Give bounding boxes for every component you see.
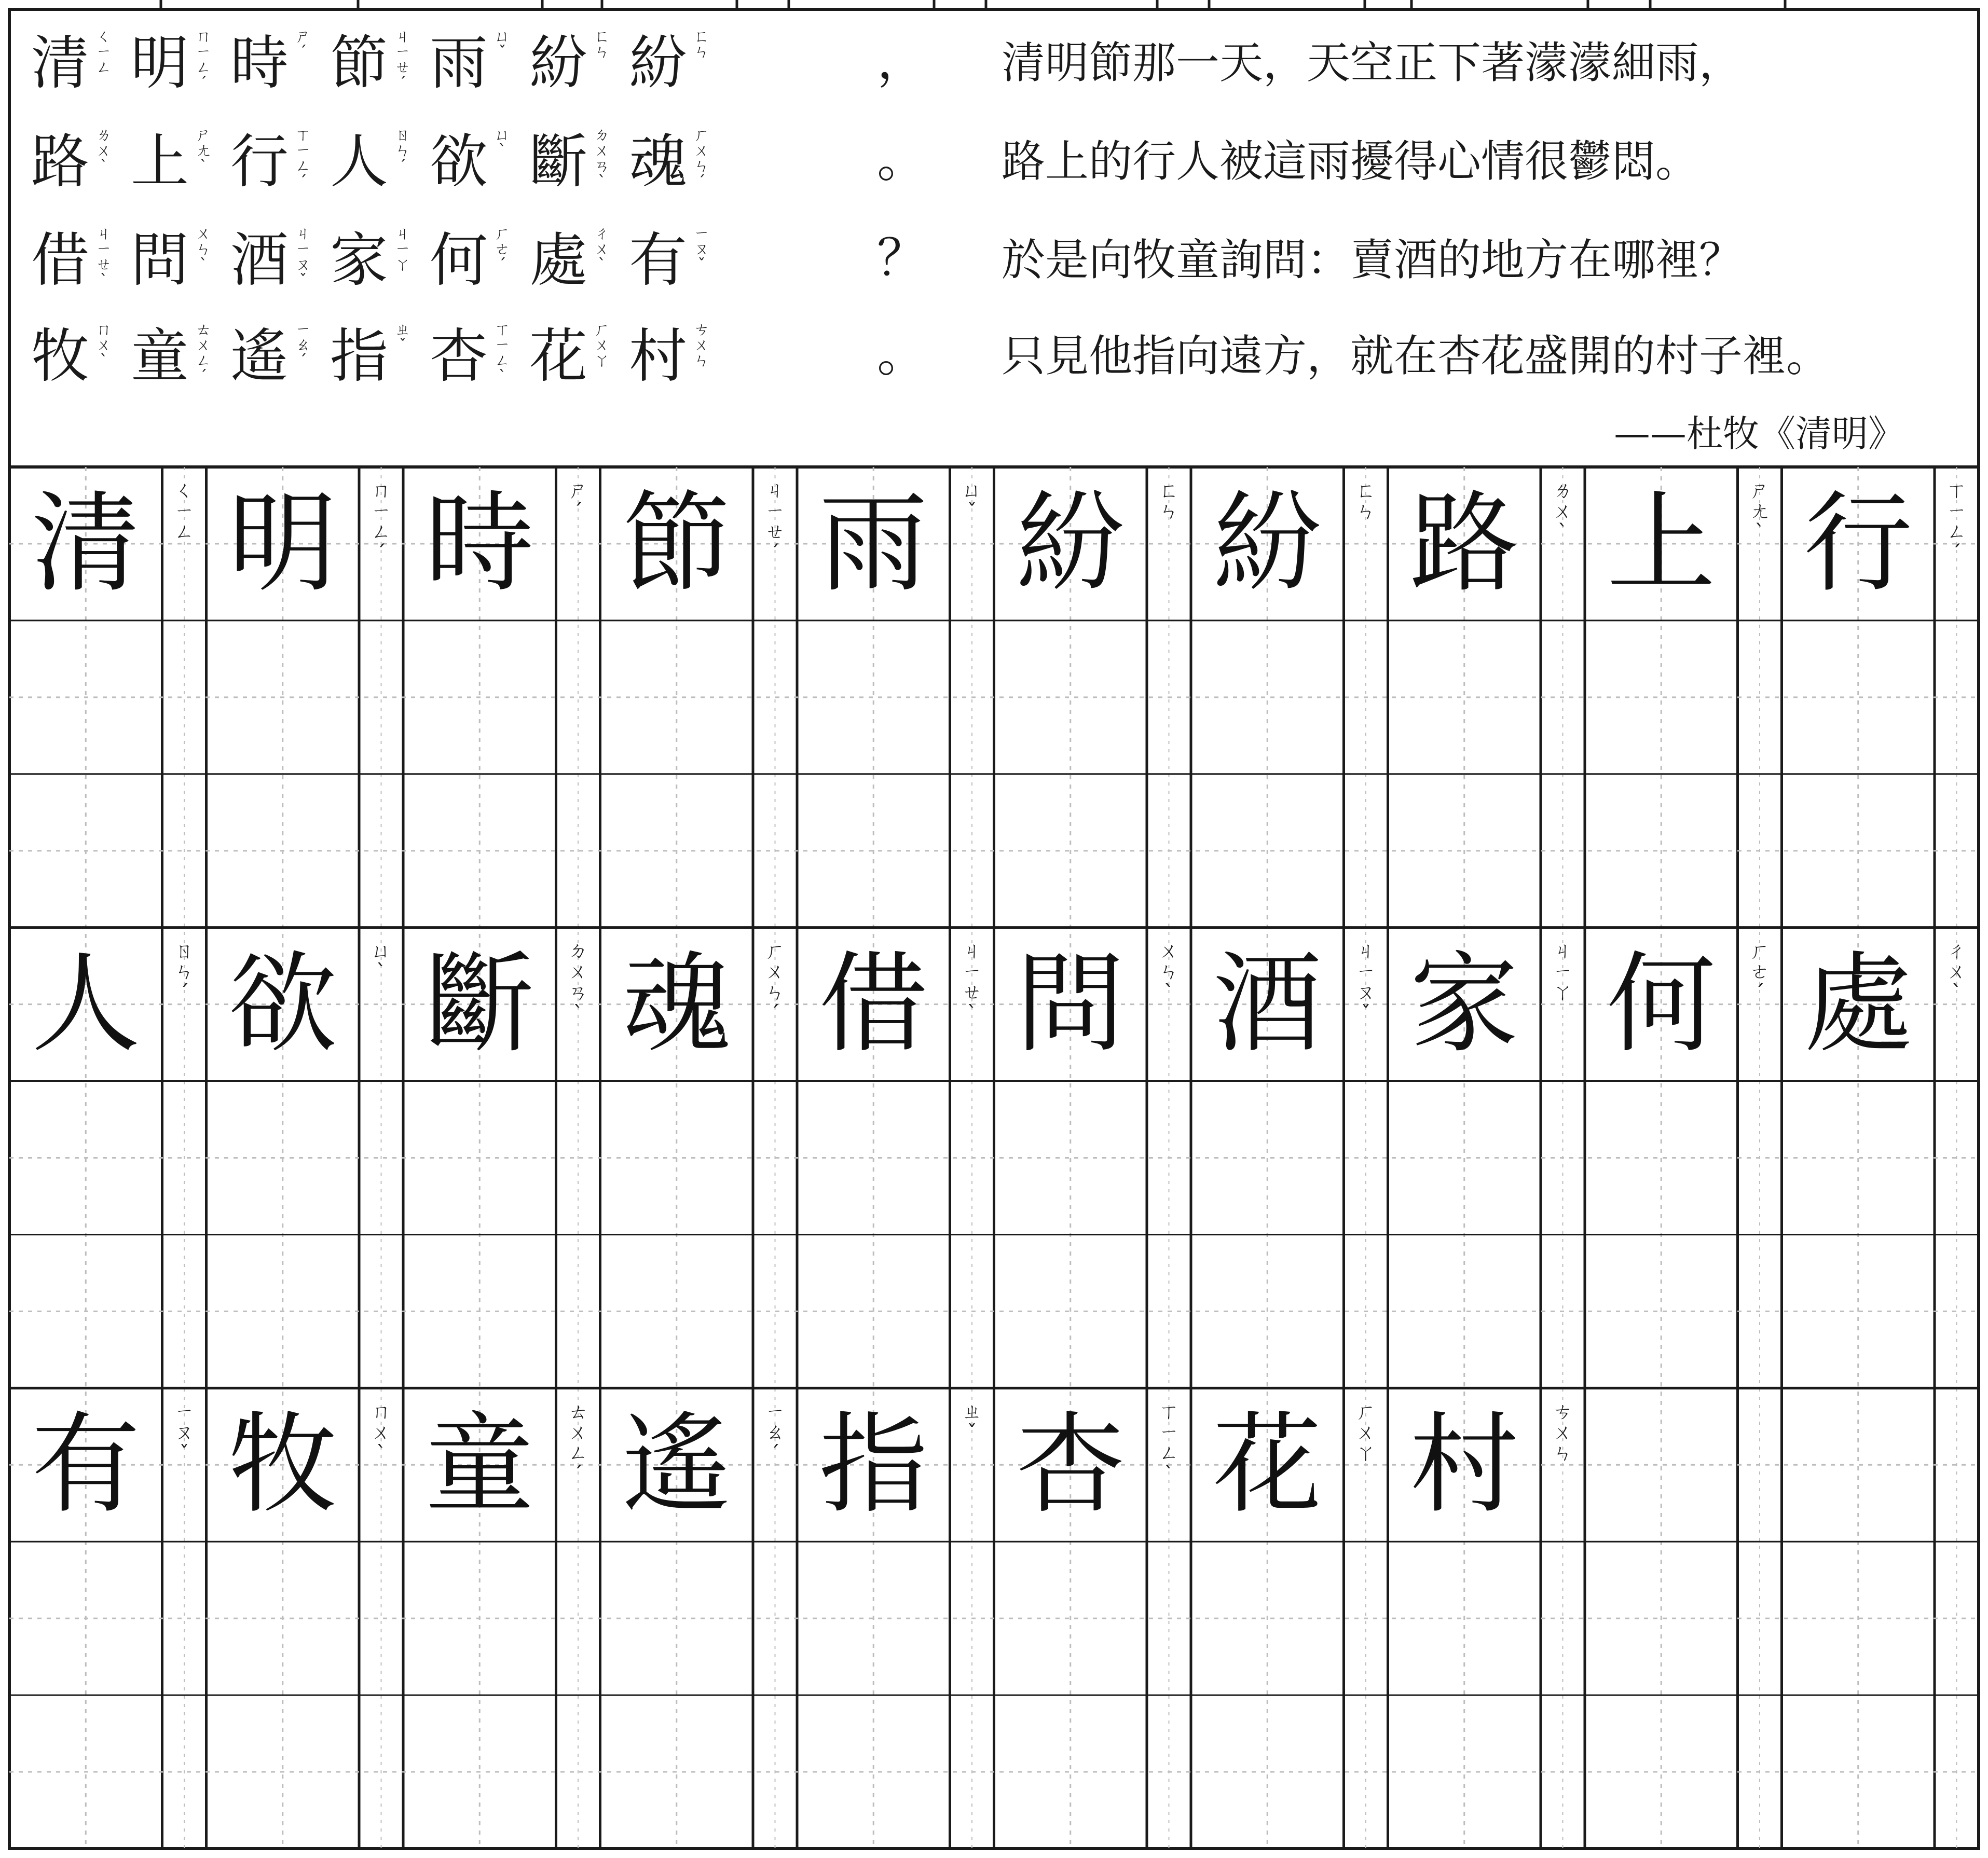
poem-zhuyin (196, 27, 211, 92)
practice-character: 紛 (1213, 479, 1322, 607)
practice-character: 村 (1409, 1401, 1519, 1529)
poem-character: 花 (529, 323, 587, 390)
practice-zhuyin (962, 479, 982, 522)
practice-zhuyin (174, 479, 194, 543)
practice-zhuyin (1356, 479, 1376, 522)
practice-zhuyin (1356, 940, 1376, 1025)
practice-zhuyin-text: ㄇ ㄧ ㄥ ˊ (371, 479, 391, 564)
poem-character: 節 (330, 30, 388, 97)
poem-character: 紛 (529, 30, 587, 97)
poem-zhuyin (694, 225, 709, 274)
poem-zhuyin-text: ㄧ ㄠ ˊ (295, 321, 311, 370)
poem-character: 雨 (430, 30, 488, 97)
poem-character: 欲 (430, 128, 488, 196)
practice-character: 行 (1803, 479, 1913, 607)
practice-zhuyin (568, 940, 588, 1025)
practice-character: 路 (1409, 479, 1519, 607)
practice-character: 處 (1803, 940, 1913, 1068)
poem-zhuyin-text: ㄩ ˋ (495, 126, 510, 160)
poem-zhuyin-text: ㄘ ㄨ ㄣ (694, 321, 709, 370)
poem-zhuyin (295, 27, 311, 61)
poem-character: 問 (131, 227, 189, 294)
practice-zhuyin-text: ㄧ ㄠ ˊ (765, 1400, 785, 1465)
practice-zhuyin (1159, 940, 1178, 1004)
poem-character: 酒 (230, 227, 289, 294)
poem-punctuation: 。 (877, 325, 927, 383)
poem-character: 處 (529, 227, 587, 294)
practice-character: 牧 (228, 1401, 337, 1529)
poem-zhuyin (395, 321, 410, 354)
practice-character: 酒 (1213, 940, 1322, 1068)
poem-zhuyin-text: ㄇ ㄧ ㄥ ˊ (196, 27, 211, 92)
practice-zhuyin (1159, 1400, 1178, 1485)
practice-zhuyin (1553, 940, 1572, 1004)
practice-zhuyin (765, 940, 785, 1025)
practice-character: 魂 (622, 940, 731, 1068)
poem-character: 明 (131, 30, 189, 97)
practice-zhuyin (765, 479, 785, 564)
translation-line: 只見他指向遠方，就在杏花盛開的村子裡。 (1002, 331, 1830, 381)
practice-zhuyin (1946, 479, 1966, 564)
poem-zhuyin (96, 27, 112, 77)
poem-punctuation: ， (877, 32, 927, 90)
poem-zhuyin (196, 321, 211, 386)
practice-zhuyin-text: ㄌ ㄨ ˋ (1553, 479, 1573, 543)
poem-zhuyin (295, 321, 311, 370)
poem-zhuyin-text: ㄧ ㄡ ˇ (694, 225, 709, 274)
practice-zhuyin-text: ㄖ ㄣ ˊ (174, 939, 195, 1004)
poem-header (31, 27, 1904, 455)
practice-zhuyin-text: ㄐ ㄧ ㄝ ˊ (765, 479, 785, 564)
poem-character: 人 (330, 128, 388, 196)
poem-punctuation: ？ (877, 229, 927, 287)
translation-line: 路上的行人被這雨擾得心情很鬱悶。 (1002, 136, 1699, 187)
poem-character: 魂 (629, 128, 687, 196)
poem-zhuyin-text: ㄒ ㄧ ㄥ ˋ (495, 321, 510, 386)
practice-zhuyin-text: ㄐ ㄧ ㄚ (1553, 939, 1573, 1004)
poem-zhuyin-text: ㄌ ㄨ ˋ (96, 126, 112, 175)
poem-zhuyin-text: ㄓ ˇ (395, 321, 410, 354)
practice-zhuyin-text: ㄐ ㄧ ㄡ ˇ (1355, 939, 1376, 1025)
practice-character: 紛 (1016, 479, 1125, 607)
poem-zhuyin (395, 27, 410, 92)
practice-zhuyin-text: ㄐ ㄧ ㄝ ˋ (962, 939, 982, 1025)
poem-zhuyin-text: ㄐ ㄧ ㄚ (395, 225, 410, 274)
poem-zhuyin-text: ㄏ ㄨ ㄣ ˊ (694, 126, 709, 191)
poem-zhuyin-text: ㄏ ㄜ ˊ (495, 225, 510, 274)
practice-character: 有 (31, 1401, 141, 1529)
practice-zhuyin-text: ㄩ ˇ (962, 479, 982, 522)
poem-zhuyin (594, 27, 610, 61)
poem-character: 杏 (430, 323, 488, 390)
poem-zhuyin (295, 225, 311, 290)
poem-zhuyin-text: ㄐ ㄧ ㄡ ˇ (295, 225, 311, 290)
practice-character: 指 (819, 1401, 928, 1529)
practice-zhuyin (962, 940, 982, 1025)
poem-zhuyin (694, 27, 709, 61)
poem-character: 紛 (629, 30, 687, 97)
poem-zhuyin-text: ㄕ ㄤ ˋ (196, 126, 211, 175)
poem-zhuyin-text: ㄐ ㄧ ㄝ ˊ (395, 27, 410, 92)
practice-zhuyin (1356, 1400, 1376, 1464)
practice-character: 人 (31, 940, 141, 1068)
poem-zhuyin (495, 225, 510, 274)
practice-character: 童 (425, 1401, 534, 1529)
practice-zhuyin-text: ㄔ ㄨ ˋ (1946, 939, 1967, 1004)
poem-zhuyin (694, 321, 709, 370)
poem-character: 家 (330, 227, 388, 294)
poem-zhuyin-text: ㄇ ㄨ ˋ (96, 321, 112, 370)
practice-zhuyin (1553, 1400, 1572, 1464)
practice-character: 遙 (622, 1401, 731, 1529)
practice-zhuyin (1946, 940, 1966, 1004)
poem-zhuyin (495, 321, 510, 386)
poem-zhuyin-text: ㄕ ˊ (295, 27, 311, 61)
poem-zhuyin-text: ㄉ ㄨ ㄢ ˋ (594, 126, 610, 191)
poem-zhuyin-text: ㄈ ㄣ (694, 27, 709, 61)
practice-character: 上 (1607, 479, 1716, 607)
poem-zhuyin-text: ㄈ ㄣ (594, 27, 610, 61)
practice-zhuyin-text: ㄑ ㄧ ㄥ (174, 479, 195, 543)
practice-character: 時 (425, 479, 534, 607)
practice-character: 清 (31, 479, 141, 607)
poem-zhuyin (594, 321, 610, 370)
poem-zhuyin (196, 126, 211, 175)
practice-zhuyin-text: ㄊ ㄨ ㄥ ˊ (568, 1400, 588, 1485)
practice-zhuyin-text: ㄏ ㄨ ㄚ (1355, 1400, 1376, 1465)
poem-character: 借 (31, 227, 89, 294)
practice-character: 杏 (1016, 1401, 1125, 1529)
practice-zhuyin (371, 1400, 391, 1464)
practice-zhuyin (1750, 479, 1770, 543)
practice-zhuyin (174, 1400, 194, 1464)
poem-zhuyin-text: ㄖ ㄣ ˊ (395, 126, 410, 175)
translation-line: 清明節那一天，天空正下著濛濛細雨， (1002, 37, 1743, 88)
poem-zhuyin-text: ㄊ ㄨ ㄥ ˊ (196, 321, 211, 386)
poem-character: 有 (629, 227, 687, 294)
practice-zhuyin (1159, 479, 1178, 522)
poem-character: 牧 (31, 323, 89, 390)
poem-character: 指 (330, 323, 388, 390)
poem-zhuyin (495, 27, 510, 61)
poem-zhuyin (295, 126, 311, 191)
poem-zhuyin-text: ㄔ ㄨ ˋ (594, 225, 610, 274)
practice-zhuyin-text: ㄕ ˊ (568, 479, 588, 522)
poem-zhuyin-text: ㄐ ㄧ ㄝ ˋ (96, 225, 112, 290)
poem-zhuyin (594, 126, 610, 191)
practice-zhuyin-text: ㄨ ㄣ ˋ (1159, 939, 1179, 1004)
poem-character: 童 (131, 323, 189, 390)
poem-zhuyin (594, 225, 610, 274)
practice-character: 節 (622, 479, 731, 607)
poem-character: 時 (230, 30, 289, 97)
practice-zhuyin-text: ㄓ ˇ (962, 1400, 982, 1444)
poem-zhuyin (96, 225, 112, 290)
practice-zhuyin-text: ㄈ ㄣ (1159, 479, 1179, 522)
practice-character: 何 (1607, 940, 1716, 1068)
practice-zhuyin-text: ㄩ ˋ (371, 939, 391, 983)
practice-zhuyin-text: ㄒ ㄧ ㄥ ˋ (1159, 1400, 1179, 1485)
poem-zhuyin-text: ㄑ ㄧ ㄥ (96, 27, 112, 77)
practice-zhuyin-text: ㄈ ㄣ (1355, 479, 1376, 522)
poem-zhuyin (96, 126, 112, 175)
practice-zhuyin (568, 479, 588, 522)
practice-zhuyin-text: ㄇ ㄨ ˋ (371, 1400, 391, 1465)
practice-grid (9, 467, 1979, 1849)
poem-zhuyin-text: ㄒ ㄧ ㄥ ˊ (295, 126, 311, 191)
practice-character: 明 (228, 479, 337, 607)
practice-zhuyin-text: ㄒ ㄧ ㄥ ˊ (1946, 479, 1967, 564)
practice-zhuyin-text: ㄘ ㄨ ㄣ (1553, 1400, 1573, 1465)
practice-character: 花 (1213, 1401, 1322, 1529)
practice-zhuyin (1750, 940, 1770, 1004)
poem-character: 路 (31, 128, 89, 196)
poem-zhuyin-text: ㄏ ㄨ ㄚ (594, 321, 610, 370)
practice-zhuyin (1553, 479, 1572, 543)
poem-zhuyin (96, 321, 112, 370)
practice-zhuyin (568, 1400, 588, 1485)
practice-character: 借 (819, 940, 928, 1068)
poem-zhuyin-text: ㄨ ㄣ ˋ (196, 225, 211, 274)
poem-character: 上 (131, 128, 189, 196)
poem-character: 清 (31, 30, 89, 97)
poem-character: 何 (430, 227, 488, 294)
poem-character: 斷 (529, 128, 587, 196)
practice-zhuyin-text: ㄧ ㄡ ˇ (174, 1400, 195, 1465)
practice-zhuyin (371, 940, 391, 983)
practice-zhuyin (765, 1400, 785, 1464)
practice-zhuyin-text: ㄏ ㄨ ㄣ ˊ (765, 939, 785, 1025)
practice-zhuyin-text: ㄏ ㄜ ˊ (1749, 939, 1770, 1004)
poem-zhuyin (694, 126, 709, 191)
practice-character: 家 (1409, 940, 1519, 1068)
poem-attribution: ——杜牧《清明》 (1614, 412, 1904, 455)
practice-character: 欲 (228, 940, 337, 1068)
practice-character: 雨 (819, 479, 928, 607)
poem-zhuyin (395, 126, 410, 175)
translation-line: 於是向牧童詢問：賣酒的地方在哪裡？ (1002, 235, 1743, 285)
poem-character: 行 (230, 128, 289, 196)
practice-character: 斷 (425, 940, 534, 1068)
practice-zhuyin (371, 479, 391, 564)
practice-characters (31, 479, 1966, 1528)
poem-zhuyin-text: ㄩ ˇ (495, 27, 510, 61)
practice-zhuyin (962, 1400, 982, 1443)
poem-punctuation: 。 (877, 130, 927, 188)
poem-character: 遙 (230, 323, 289, 390)
practice-zhuyin-text: ㄕ ㄤ ˋ (1749, 479, 1770, 543)
poem-zhuyin (395, 225, 410, 274)
practice-zhuyin-text: ㄉ ㄨ ㄢ ˋ (568, 939, 588, 1025)
poem-zhuyin (196, 225, 211, 274)
poem-zhuyin (495, 126, 510, 160)
poem-character: 村 (629, 323, 687, 390)
practice-character: 問 (1016, 940, 1125, 1068)
practice-zhuyin (174, 940, 194, 1004)
